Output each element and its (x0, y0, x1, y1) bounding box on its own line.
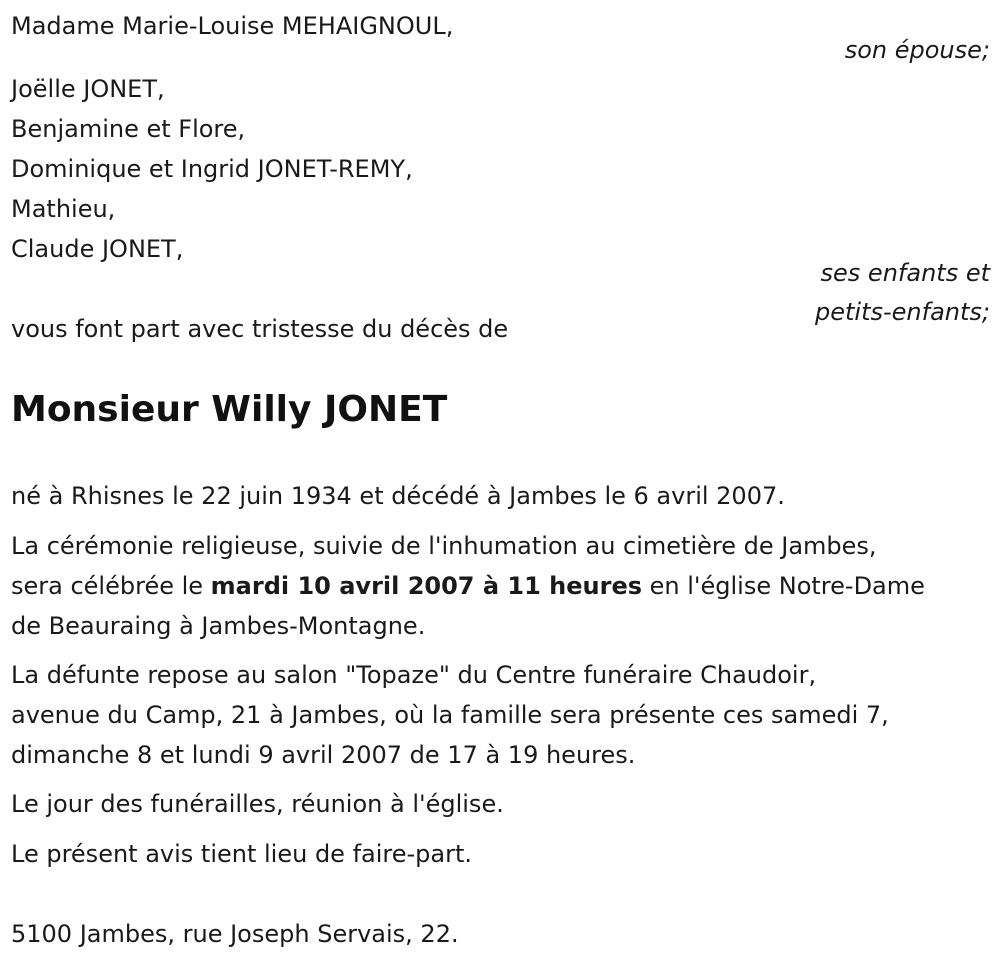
ceremony-line-2 (11, 566, 925, 606)
child-2: Benjamine et Flore, (11, 115, 246, 143)
child-5: Claude JONET, (11, 235, 184, 263)
address-text: 5100 Jambes, rue Joseph Servais, 22. (11, 920, 459, 948)
children-role-line1: ses enfants et (820, 259, 990, 287)
child-3: Dominique et Ingrid JONET-REMY, (11, 155, 413, 183)
wife-role: son épouse; (844, 36, 990, 64)
deceased-name: Monsieur Willy JONET (11, 389, 448, 430)
birth-death-text: né à Rhisnes le 22 juin 1934 et décédé à Jambes le 6 avril 2007. (11, 482, 785, 510)
children-role-line2: petits-enfants; (815, 298, 990, 326)
notice-text: Le présent avis tient lieu de faire-part. (11, 840, 473, 868)
announce-text: vous font part avec tristesse du décès de (11, 315, 509, 343)
ceremony-date-time: mardi 10 avril 2007 à 11 heures (210, 572, 643, 600)
ceremony-line-2-pre: sera célébrée le (11, 572, 211, 600)
ceremony-line-2-post: en l'église Notre-Dame (642, 572, 925, 600)
funeral-day-text: Le jour des funérailles, réunion à l'église. (11, 790, 504, 818)
child-4: Mathieu, (11, 195, 116, 223)
child-1: Joëlle JONET, (11, 75, 165, 103)
rest-line-2: avenue du Camp, 21 à Jambes, où la famille sera présente ces samedi 7, (11, 701, 889, 729)
rest-line-3: dimanche 8 et lundi 9 avril 2007 de 17 à 19 heures. (11, 741, 636, 769)
rest-line-1: La défunte repose au salon "Topaze" du Centre funéraire Chaudoir, (11, 661, 817, 689)
ceremony-line-3: de Beauraing à Jambes-Montagne. (11, 612, 426, 640)
wife-name: Madame Marie-Louise MEHAIGNOUL, (11, 12, 454, 40)
ceremony-line-1: La cérémonie religieuse, suivie de l'inhumation au cimetière de Jambes, (11, 532, 877, 560)
